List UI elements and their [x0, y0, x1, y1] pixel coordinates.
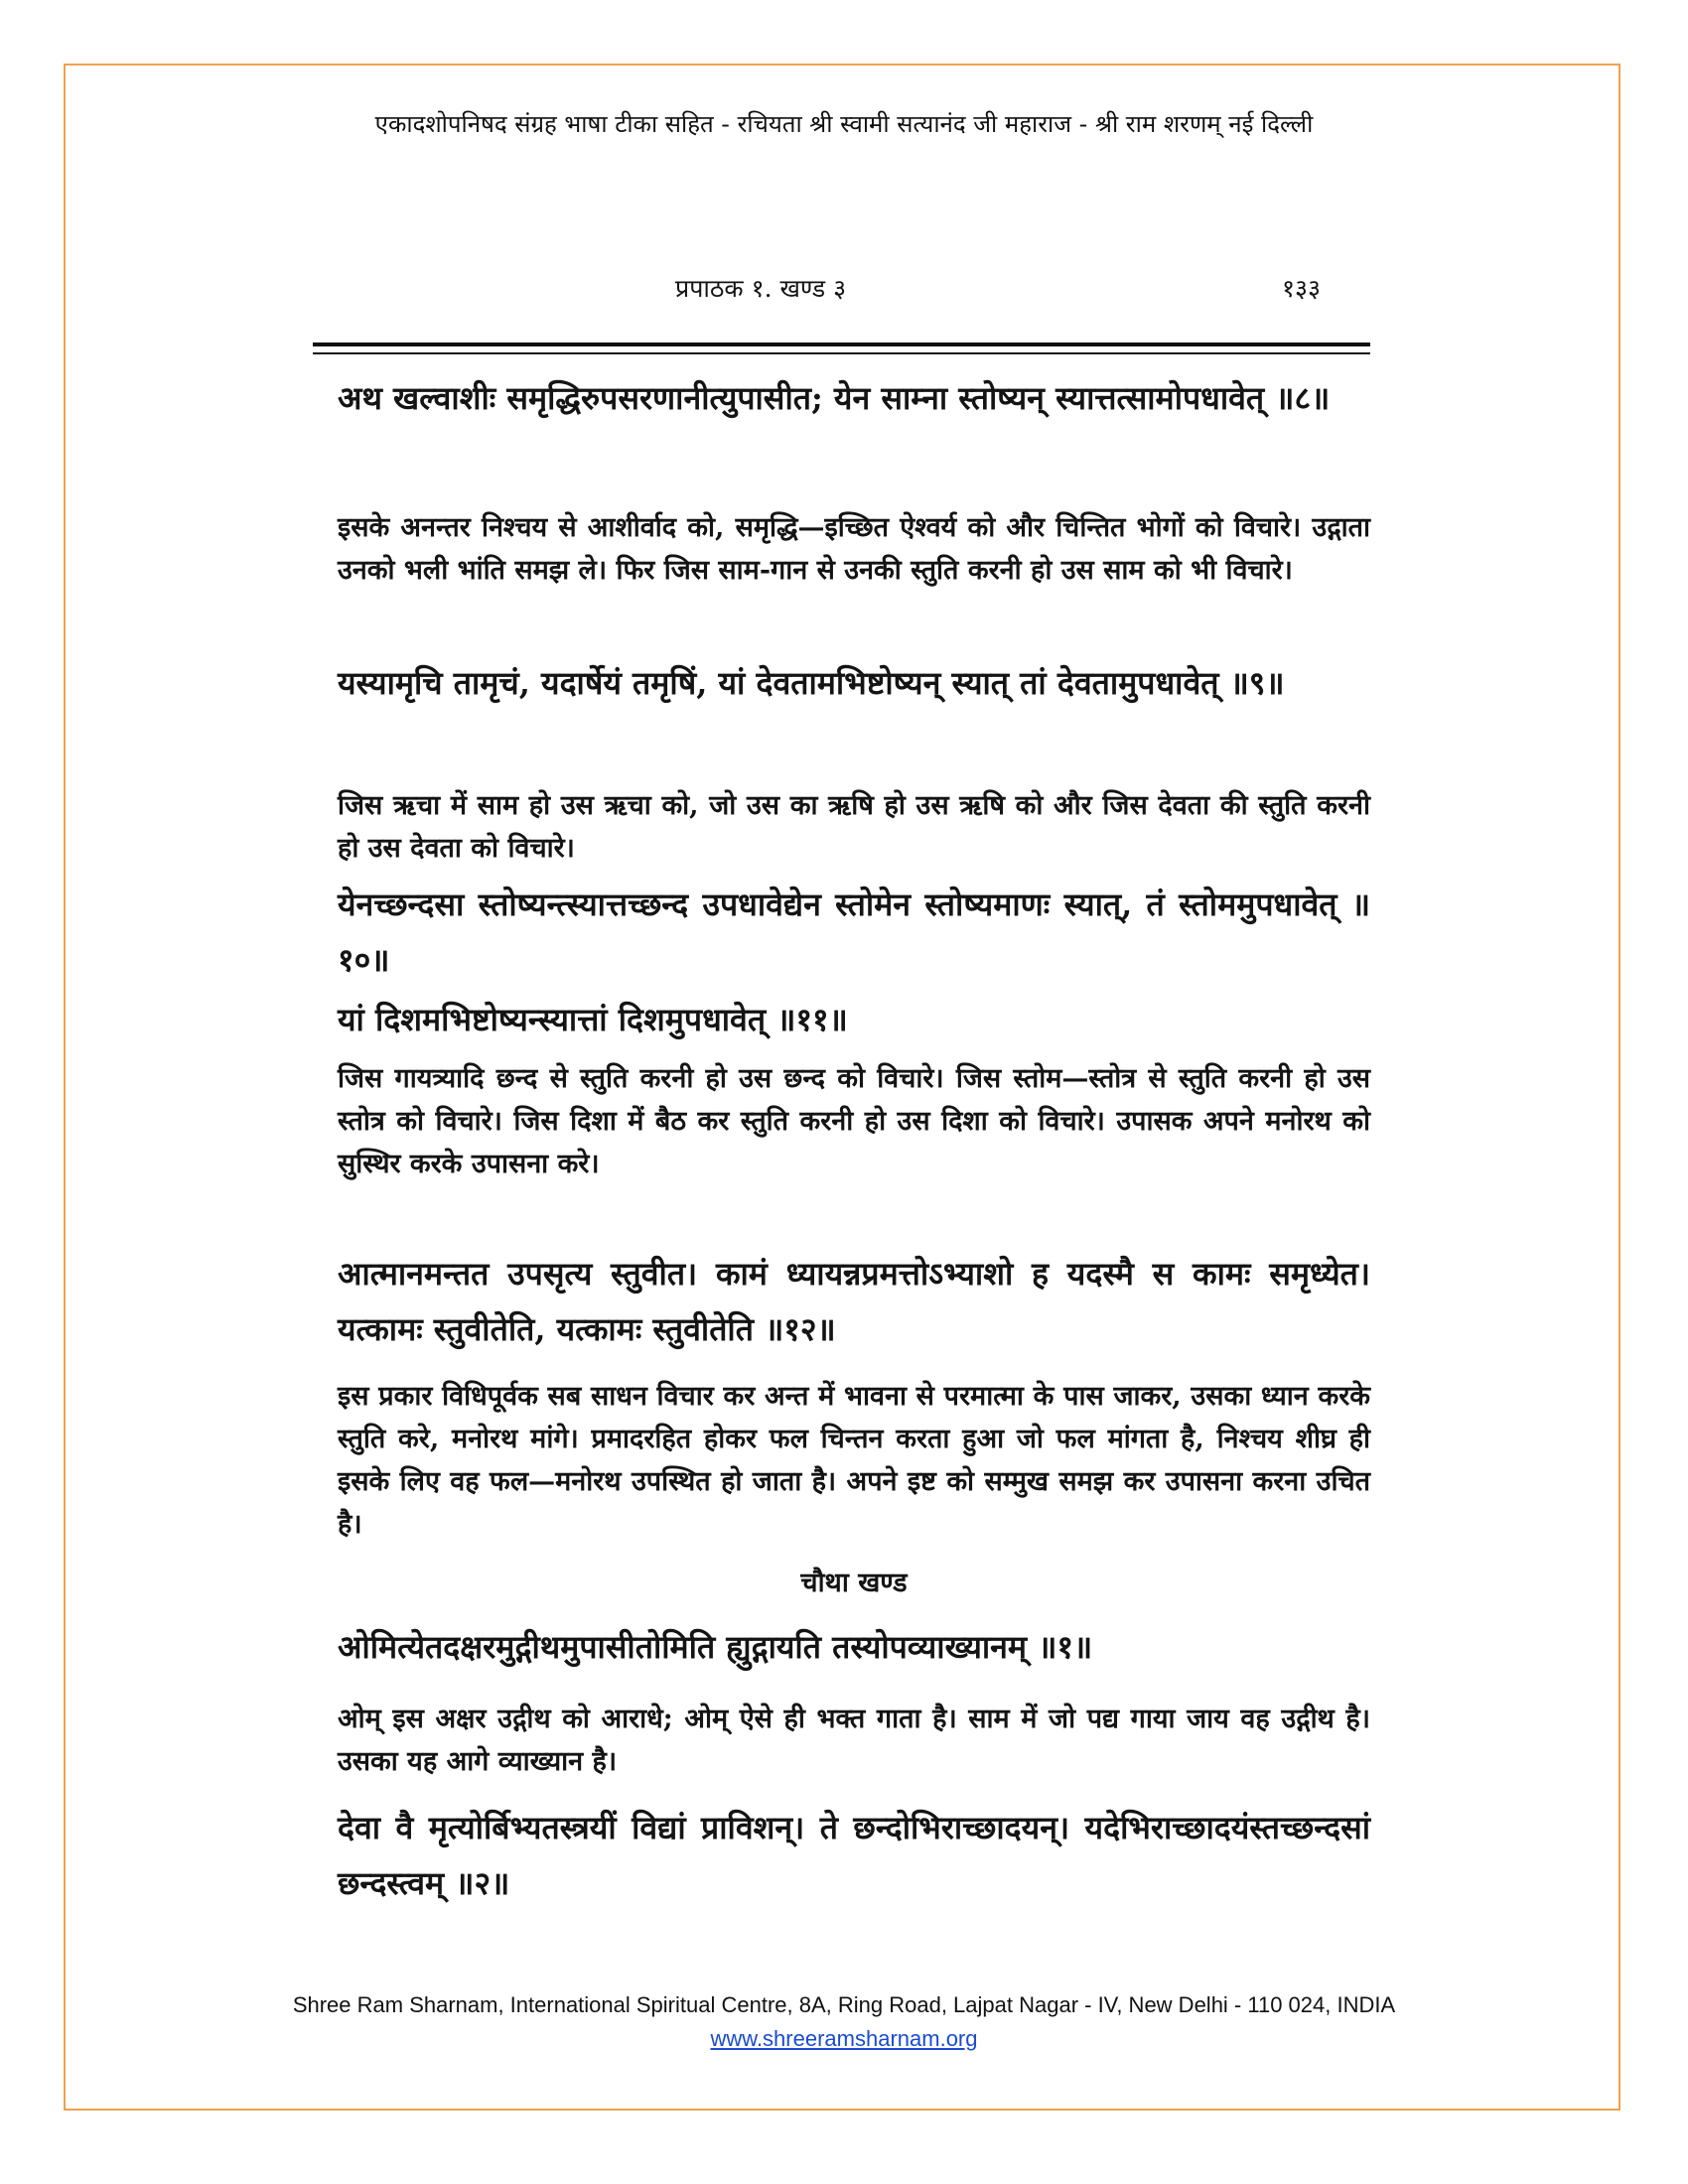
running-head-text: प्रपाठक १. खण्ड ३ [675, 274, 847, 303]
scanned-page [313, 253, 1380, 1941]
footer-address: Shree Ram Sharnam, International Spiritual Centre, 8A, Ring Road, Lajpat Nagar - IV, New Delhi - 110 024, INDIA [292, 1992, 1396, 2017]
gloss-10-11: जिस गायत्र्यादि छन्द से स्तुति करनी हो उस छन्द को विचारे। जिस स्तोम—स्तोत्र से स्तुति करनी हो उस स्तोत्र को विचारे। जिस दिशा में बैठ कर स्तुति करनी हो उस दिशा को विचारे। उपासक अपने मनोरथ को सुस्थिर करके उपासना करे। [338, 1063, 1370, 1179]
verse-4-2: देवा वै मृत्योर्बिभ्यतस्त्रयीं विद्यां प्राविशन्। ते छन्दोभिराच्छादयन्। यदेभिराच्छादयंस्तच्छन्दसां छन्दस्त्वम् ॥२॥ [338, 1809, 1370, 1902]
verse-10: येनच्छन्दसा स्तोष्यन्त्स्यात्तच्छन्द उपधावेद्येन स्तोमेन स्तोष्यमाणः स्यात्, तं स्तोममुपधावेत् ॥१०॥ [338, 886, 1370, 979]
page-number: १३३ [1281, 274, 1321, 303]
running-head [313, 253, 1380, 303]
verse-8: अथ खल्वाशीः समृद्धिरुपसरणानीत्युपासीत; येन साम्ना स्तोष्यन् स्यात्तत्सामोपधावेत् ॥८॥ [338, 379, 1331, 417]
gloss-12: इस प्रकार विधिपूर्वक सब साधन विचार कर अन्त में भावना से परमात्मा के पास जाकर, उसका ध्यान करके स्तुति करे, मनोरथ मांगे। प्रमादरहित होकर फल चिन्तन करता हुआ जो फल मांगता है, निश्चय शीघ्र ही इसके लिए वह फल—मनोरथ उपस्थित हो जाता है। अपने इष्ट को सम्मुख समझ कर उपासना करना उचित है। [338, 1381, 1370, 1540]
gloss-9: जिस ऋचा में साम हो उस ऋचा को, जो उस का ऋषि हो उस ऋषि को और जिस देवता की स्तुति करनी हो उस देवता को विचारे। [338, 790, 1370, 864]
page-header: एकादशोपनिषद संग्रह भाषा टीका सहित - रचियता श्री स्वामी सत्यानंद जी महाराज - श्री राम शरणम् नई दिल्ली [374, 110, 1314, 138]
verse-12: आत्मानमन्तत उपसृत्य स्तुवीत। कामं ध्यायन्नप्रमत्तोऽभ्याशो ह यदस्मै स कामः समृध्येत। यत्कामः स्तुवीतेति, यत्कामः स्तुवीतेति ॥१२॥ [338, 1255, 1370, 1348]
verse-4-1: ओमित्येतदक्षरमुद्गीथमुपासीतोमिति ह्युद्गायति तस्योपव्याख्यानम् ॥१॥ [338, 1628, 1093, 1666]
section-heading: चौथा खण्ड [800, 1568, 908, 1598]
page-footer [0, 1988, 1688, 2056]
verse-9: यस्यामृचि तामृचं, यदार्षेयं तमृषिं, यां देवतामभिष्टोष्यन् स्यात् तां देवतामुपधावेत् ॥९॥ [338, 664, 1285, 702]
gloss-8: इसके अनन्तर निश्चय से आशीर्वाद को, समृद्धि—इच्छित ऐश्वर्य को और चिन्तित भोगों को विचारे। उद्गाता उनको भली भांति समझ ले। फिर जिस साम-गान से उनकी स्तुति करनी हो उस साम को भी विचारे। [338, 512, 1370, 586]
header-rule-thick [313, 342, 1370, 346]
header-rule-thin [313, 352, 1370, 354]
website-link[interactable]: www.shreeramsharnam.org [710, 2026, 978, 2051]
verse-11: यां दिशमभिष्टोष्यन्स्यात्तां दिशमुपधावेत् ॥११॥ [338, 1001, 848, 1038]
gloss-4-1: ओम् इस अक्षर उद्गीथ को आराधे; ओम् ऐसे ही भक्त गाता है। साम में जो पद्य गाया जाय वह उद्गीथ है। उसका यह आगे व्याख्यान है। [338, 1704, 1370, 1777]
